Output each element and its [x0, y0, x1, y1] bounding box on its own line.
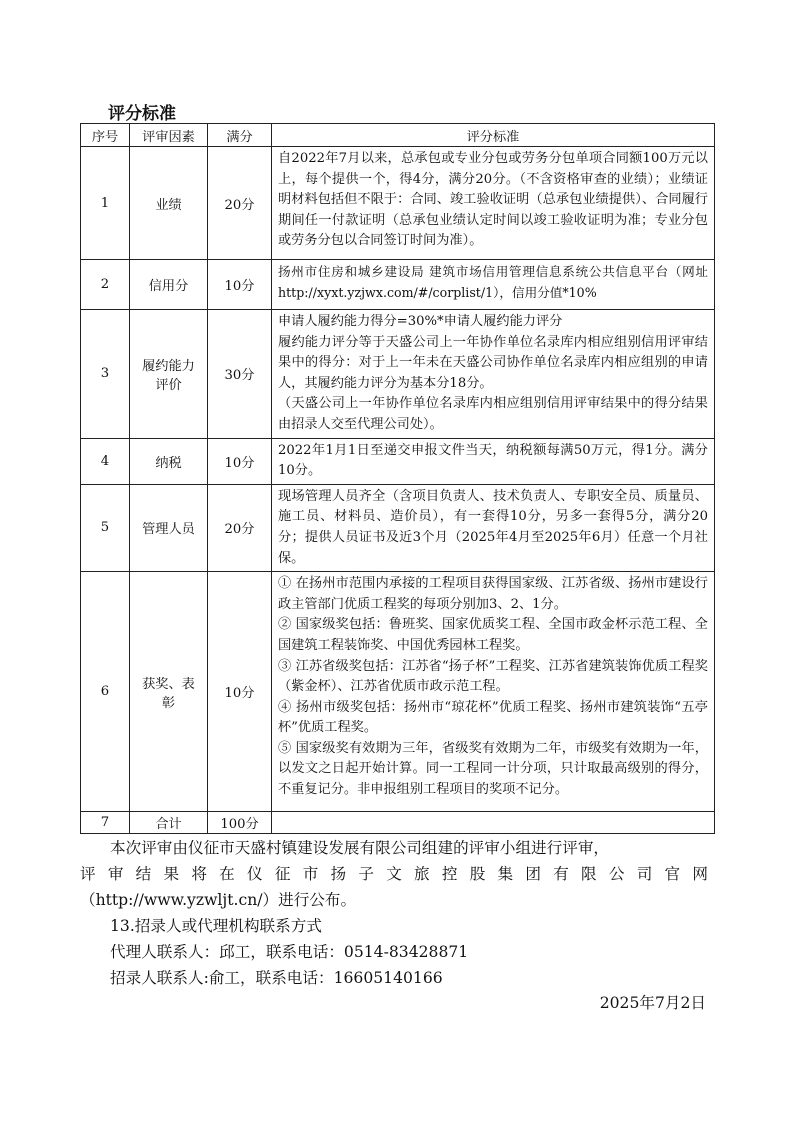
scoring-table: [80, 123, 715, 834]
contact-heading: 13.招录人或代理机构联系方式: [110, 917, 322, 935]
review-line-3: （http://www.yzwljt.cn/）进行公布。: [80, 891, 357, 909]
row-score: 20分: [208, 484, 272, 571]
table-row: [81, 438, 715, 484]
row-score: 20分: [208, 147, 272, 260]
criteria-text: 扬州市住房和城乡建设局 建筑市场信用管理信息系统公共信息平台（网址http://xyxt.yzjwx.com/#/corplist/1），信用分值*10%: [278, 264, 708, 300]
criteria-text: 自2022年7月以来，总承包或专业分包或劳务分包单项合同额100万元以上，每个提供一个，得4分，满分20分。（不含资格审查的业绩）；业绩证明材料包括但不限于：合同、竣工验收证明（总承包业绩提供）、合同履行期间任一付款证明（总承包业绩认定时间以竣工验收证明为准；专业分包或劳务分包以合同签订时间为准）。: [278, 151, 708, 249]
row-criteria: [272, 147, 715, 260]
row-factor: 纳税: [130, 438, 208, 484]
criteria-text: （天盛公司上一年协作单位名录库内相应组别信用评审结果中的得分结果由招录人交至代理公司处）。: [278, 396, 708, 432]
row-criteria: [272, 310, 715, 439]
table-row: [81, 260, 715, 310]
row-score: 30分: [208, 310, 272, 439]
agent-contact: 代理人联系人：邱工，联系电话：0514-83428871: [110, 943, 469, 961]
row-no: 6: [81, 572, 130, 812]
row-no: 1: [81, 147, 130, 260]
header-criteria: 评分标准: [272, 124, 715, 147]
row-no: 2: [81, 260, 130, 310]
criteria-text: 申请人履约能力得分=30%*申请人履约能力评分: [278, 314, 563, 329]
recruiter-contact: 招录人联系人:俞工，联系电话：16605140166: [110, 969, 443, 987]
row-no: 4: [81, 438, 130, 484]
criteria-text: ③ 江苏省级奖包括：江苏省“扬子杯”工程奖、江苏省建筑装饰优质工程奖（紫金杯）、江苏省优质市政示范工程。: [278, 658, 708, 695]
review-line-1: 本次评审由仪征市天盛村镇建设发展有限公司组建的评审小组进行评审，: [110, 839, 610, 857]
criteria-text: ④ 扬州市级奖包括：扬州市“琼花杯”优质工程奖、扬州市建筑装饰“五亭杯”优质工程奖。: [278, 699, 708, 736]
header-score: 满分: [208, 124, 272, 147]
row-score: 10分: [208, 572, 272, 812]
table-row: [81, 572, 715, 812]
row-factor: 合计: [130, 812, 208, 834]
row-score: 10分: [208, 260, 272, 310]
row-factor: 信用分: [130, 260, 208, 310]
table-row: [81, 812, 715, 834]
criteria-text: ① 在扬州市范围内承接的工程项目获得国家级、江苏省级、扬州市建设行政主管部门优质工程奖的每项分别加3、2、1分。: [278, 576, 708, 612]
header-no: 序号: [81, 124, 130, 147]
table-row: [81, 484, 715, 571]
header-factor: 评审因素: [130, 124, 208, 147]
row-score: 100分: [208, 812, 272, 834]
row-score: 10分: [208, 438, 272, 484]
row-factor: 管理人员: [130, 484, 208, 571]
criteria-text: 现场管理人员齐全（含项目负责人、技术负责人、专职安全员、质量员、施工员、材料员、造价员），有一套得10分，另多一套得5分，满分20分；提供人员证书及近3个月（2025年4月至2025年6月）任意一个月社保。: [278, 488, 708, 566]
row-criteria: [272, 572, 715, 812]
table-row: [81, 147, 715, 260]
criteria-text: 履约能力评分等于天盛公司上一年协作单位名录库内相应组别信用评审结果中的得分：对于上一年未在天盛公司协作单位名录库内相应组别的申请人，其履约能力评分为基本分18分。: [278, 334, 708, 391]
criteria-text: 2022年1月1日至递交申报文件当天，纳税额每满50万元，得1分。满分10分。: [278, 442, 708, 479]
review-line-2: 评审结果将在仪征市扬子文旅控股集团有限公司官网: [80, 865, 708, 883]
row-criteria: [272, 438, 715, 484]
table-header-row: [81, 124, 715, 147]
row-factor: 获奖、表彰: [130, 572, 208, 812]
row-factor: 履约能力评价: [130, 310, 208, 439]
row-no: 5: [81, 484, 130, 571]
table-row: [81, 310, 715, 439]
row-criteria: [272, 260, 715, 310]
criteria-text: ② 国家级奖包括：鲁班奖、国家优质奖工程、全国市政金杯示范工程、全国建筑工程装饰奖、中国优秀园林工程奖。: [278, 617, 708, 653]
row-factor: 业绩: [130, 147, 208, 260]
criteria-text: ⑤ 国家级奖有效期为三年，省级奖有效期为二年，市级奖有效期为一年，以发文之日起开始计算。同一工程同一计分项，只计取最高级别的得分，不重复记分。非申报组别工程项目的奖项不记分。: [278, 740, 708, 798]
row-no: 7: [81, 812, 130, 834]
document-date: 2025年7月2日: [599, 994, 706, 1012]
row-no: 3: [81, 310, 130, 439]
row-criteria: [272, 812, 715, 834]
row-criteria: [272, 484, 715, 571]
section-title: 评分标准: [108, 104, 176, 124]
